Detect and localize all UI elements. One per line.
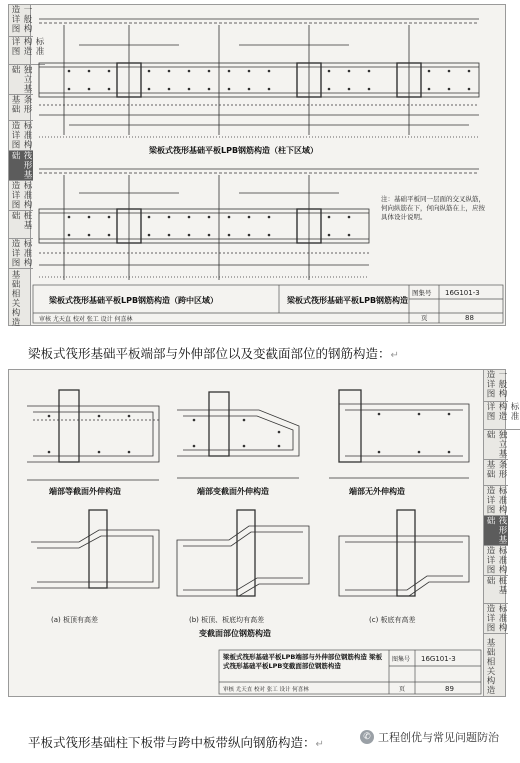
side-tab: 标准构造详图 xyxy=(485,546,507,575)
page-label: 页 xyxy=(421,314,428,322)
fig-label-a: 端部等截面外伸构造 xyxy=(49,487,121,496)
rebar-drawing-88 xyxy=(9,5,507,327)
section-caption xyxy=(28,344,399,362)
atlas-page-89 xyxy=(8,369,519,697)
sub-label-a: (a) 板顶有高差 xyxy=(51,616,98,624)
side-tab: 桩基础 xyxy=(484,576,508,604)
page-label: 页 xyxy=(399,686,406,693)
sub-label-c: (c) 板底有高差 xyxy=(369,616,416,624)
rebar-drawing-89 xyxy=(9,370,485,698)
return-mark-icon: ↵ xyxy=(390,350,399,361)
side-tab: 桩基础 xyxy=(9,211,33,239)
sign-row: 审核 尤天直 校对 张工 设计 何喜林 xyxy=(39,316,133,323)
caption-text: 梁板式筏形基础平板端部与外伸部位以及变截面部位的钢筋构造： xyxy=(28,346,391,361)
diagram1-title: 梁板式筏形基础平板LPB钢筋构造（柱下区域） xyxy=(149,146,319,155)
side-tab: 标准构造详图 xyxy=(9,37,45,65)
side-tab-column xyxy=(483,370,519,696)
atlas-label: 图集号 xyxy=(412,289,432,297)
watermark-text: 工程创优与常见问题防治 xyxy=(378,731,499,744)
return-mark-icon: ↵ xyxy=(315,739,324,750)
page-number: 88 xyxy=(465,314,474,322)
sign-row: 审核 尤天直 校对 张工 设计 何喜林 xyxy=(223,687,309,693)
side-tab-active: 筏形基础 xyxy=(10,151,32,180)
fig-label-b: 端部变截面外伸构造 xyxy=(197,487,269,496)
drawing-note: 注：基础平板同一层面的交叉纵筋，何向纵筋在下，何向纵筋在上，应按具体设计说明。 xyxy=(381,195,485,221)
section-title: 变截面部位钢筋构造 xyxy=(199,629,271,638)
titleblock-title: 梁板式筏形基础平板LPB钢筋构造 xyxy=(287,296,409,305)
side-tab: 标准构造详图 xyxy=(484,402,520,430)
atlas-page-88 xyxy=(8,4,506,326)
side-tab: 标准构造详图 xyxy=(485,604,507,633)
section-caption xyxy=(28,733,324,751)
caption-text: 平板式筏形基础柱下板带与跨中板带纵向钢筋构造： xyxy=(28,735,316,750)
wechat-icon: ✆ xyxy=(360,730,374,744)
page-number: 89 xyxy=(445,685,454,693)
side-tab: 基础相关构造 xyxy=(485,637,495,695)
titleblock-title: 梁板式筏形基础平板LPB端部与外伸部位钢筋构造 梁板式筏形基础平板LPB变截面部位钢筋构造 xyxy=(223,653,383,670)
side-tab: 标准构造详图 xyxy=(10,239,32,268)
side-tab: 条形基础 xyxy=(9,95,33,121)
atlas-number: 16G101-3 xyxy=(421,655,456,663)
side-tab: 独立基础 xyxy=(10,65,32,94)
fig-label-c: 端部无外伸构造 xyxy=(349,487,405,496)
atlas-number: 16G101-3 xyxy=(445,289,480,297)
diagram2-title: 梁板式筏形基础平板LPB钢筋构造（跨中区域） xyxy=(49,296,219,305)
side-tab: 一般构造详图 xyxy=(484,370,508,402)
side-tab: 条形基础 xyxy=(484,460,508,486)
watermark xyxy=(360,729,499,745)
side-tab: 标准构造详图 xyxy=(10,121,32,150)
atlas-label: 图集号 xyxy=(392,656,411,663)
side-tab-active: 筏形基础 xyxy=(485,516,507,545)
sub-label-b: (b) 板顶、板底均有高差 xyxy=(189,616,265,624)
side-tab: 独立基础 xyxy=(485,430,507,459)
side-tab: 标准构造详图 xyxy=(10,181,32,210)
side-tab: 基础相关构造 xyxy=(10,269,20,327)
side-tab: 一般构造详图 xyxy=(9,5,33,37)
side-tab: 标准构造详图 xyxy=(485,486,507,515)
